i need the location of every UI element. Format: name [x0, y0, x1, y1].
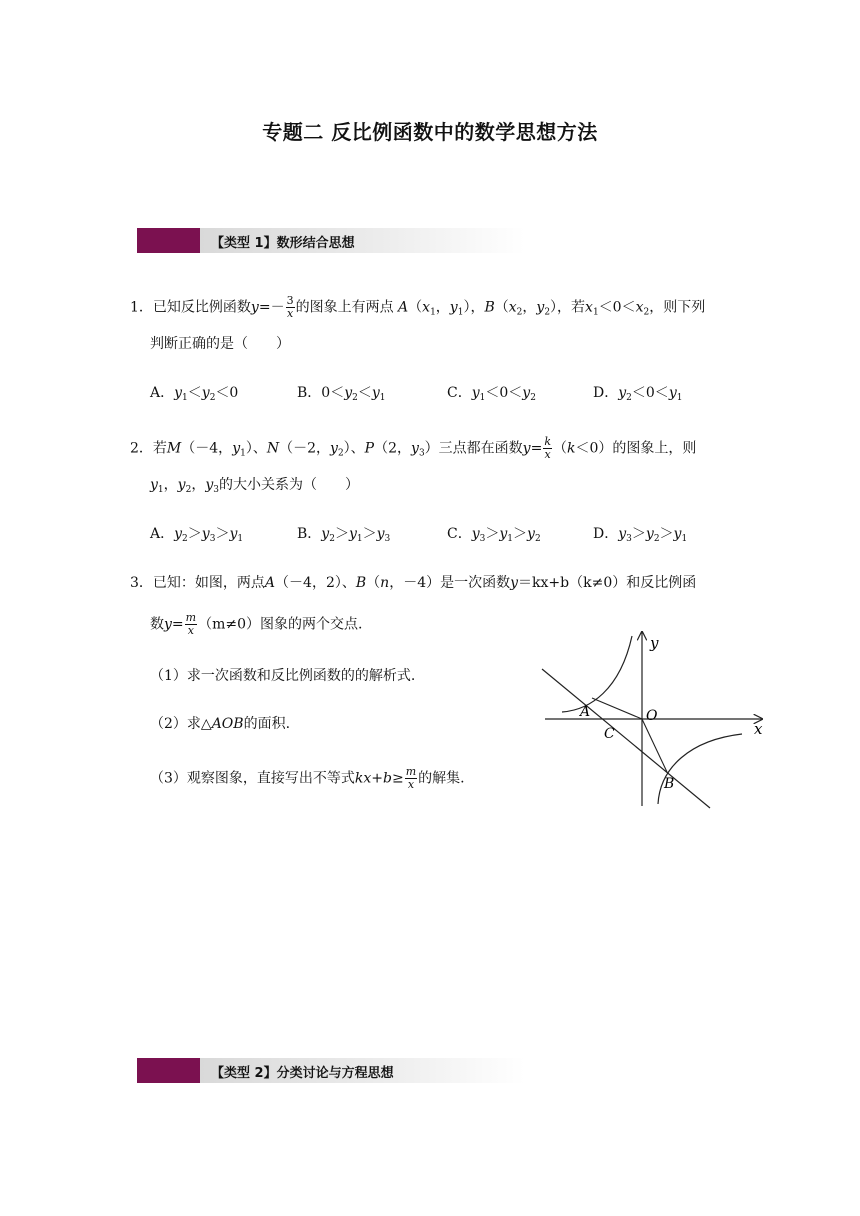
q2-fraction: $\frac{k}{x}$ [544, 435, 551, 461]
q2-option-b[interactable]: B．$y_2>y_1>y_3$ [297, 526, 391, 544]
q1-option-a[interactable]: A．$y_1<y_2<0$ [150, 385, 239, 403]
segment-ob [642, 719, 667, 772]
origin-label: O [646, 708, 658, 724]
q1-line2: 判断正确的是（ ） [150, 336, 290, 352]
q2-option-a[interactable]: A．$y_2>y_3>y_1$ [150, 526, 244, 544]
section-banner-type2 [137, 1058, 525, 1083]
banner-block [137, 228, 200, 253]
q1-fraction: $\frac{3}{x}$ [286, 294, 294, 320]
q1-option-c[interactable]: C．$y_1<0<y_2$ [447, 385, 536, 403]
q2-line1: 2．若M（－4，$y_1$）、N（－2，$y_2$）、P（2，$y_3$）三点都在函数y= $\frac{k}{x}$ （k＜0）的图象上，则 [130, 435, 697, 461]
banner-block [137, 1058, 200, 1083]
q2-line2: $y_1$，$y_2$，$y_3$的大小关系为（ ） [150, 477, 359, 495]
q3-line1: 3．已知：如图，两点A（－4，2）、B（n，－4）是一次函数y＝kx+b（k≠0）和反比例函 [130, 575, 697, 591]
function-graph [540, 628, 770, 810]
linear-function-line [542, 669, 710, 808]
section-label: 【类型 1】数形结合思想 [211, 236, 355, 251]
q3-sub3: （3）观察图象，直接写出不等式kx+b≥ $\frac{m}{x}$ 的解集. [150, 765, 465, 791]
q2-option-c[interactable]: C．$y_3>y_1>y_2$ [447, 526, 541, 544]
q1-option-b[interactable]: B．$0<y_2<y_1$ [297, 385, 386, 403]
q3-sub2: （2）求△AOB的面积. [150, 716, 291, 732]
q1-line1: 1．已知反比例函数y=－ $\frac{3}{x}$ 的图象上有两点 $A(x_1$，$y_1$），$B(x_2$，$y_2$），若$x_1<0<x_2$，则下列 [130, 294, 706, 320]
point-b-label: B [664, 776, 675, 792]
y-axis-label: y [650, 634, 659, 652]
q1-option-d[interactable]: D．$y_2<0<y_1$ [593, 385, 683, 403]
point-a-label: A [580, 704, 591, 720]
q3-line2: 数y= $\frac{m}{x}$ （m≠0）图象的两个交点. [150, 611, 363, 637]
section-label: 【类型 2】分类讨论与方程思想 [211, 1066, 394, 1081]
hyperbola-branch-lower-right [658, 734, 742, 804]
q3-sub1: （1）求一次函数和反比例函数的的解析式. [150, 668, 416, 684]
page-title: 专题二 反比例函数中的数学思想方法 [262, 120, 598, 144]
q2-option-d[interactable]: D．$y_3>y_2>y_1$ [593, 526, 688, 544]
section-banner-type1 [137, 228, 525, 253]
q3-sub3-fraction: $\frac{m}{x}$ [405, 765, 417, 791]
q3-fraction: $\frac{m}{x}$ [185, 611, 197, 637]
point-c-label: C [604, 726, 615, 742]
x-axis-label: x [754, 720, 763, 738]
